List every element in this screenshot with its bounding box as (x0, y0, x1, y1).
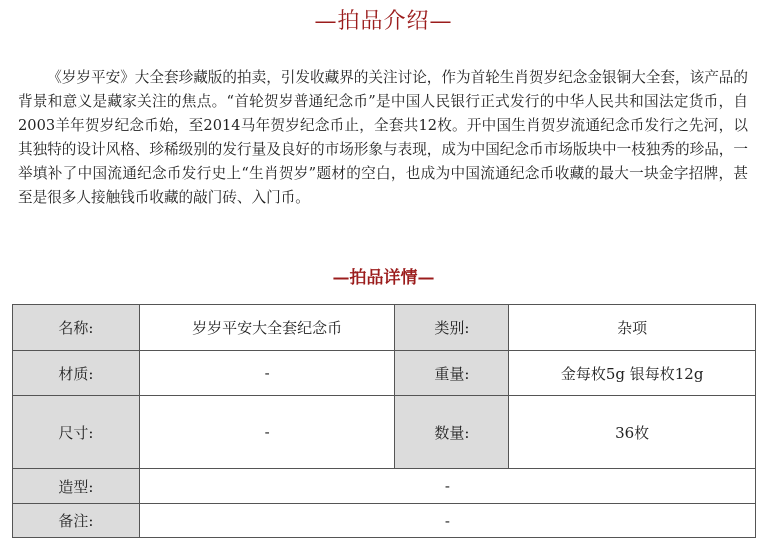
table-row (13, 469, 756, 504)
weight-label: 重量: (395, 351, 509, 396)
shape-label: 造型: (13, 469, 140, 504)
name-value: 岁岁平安大全套纪念币 (139, 305, 395, 351)
table-row (13, 305, 756, 351)
category-label: 类别: (395, 305, 509, 351)
category-value: 杂项 (509, 305, 756, 351)
section-title-intro: —拍品介绍— (314, 9, 453, 34)
table-row (13, 396, 756, 469)
table-row (13, 351, 756, 396)
material-label: 材质: (13, 351, 140, 396)
section-title-details: —拍品详情— (332, 268, 435, 288)
remarks-value: - (139, 504, 755, 538)
table-row (13, 504, 756, 538)
quantity-label: 数量: (395, 396, 509, 469)
material-value: - (139, 351, 395, 396)
size-label: 尺寸: (13, 396, 140, 469)
quantity-value: 36枚 (509, 396, 756, 469)
weight-value: 金每枚5g 银每枚12g (509, 351, 756, 396)
remarks-label: 备注: (13, 504, 140, 538)
details-table (12, 304, 756, 538)
intro-paragraph: 《岁岁平安》大全套珍藏版的拍卖，引发收藏界的关注讨论，作为首轮生肖贺岁纪念金银铜大全套，该产品的背景和意义是藏家关注的焦点。“首轮贺岁普通纪念币”是中国人民银行正式发行的中华人民共和国法定货币，自2003羊年贺岁纪念币始，至2014马年贺岁纪念币止，全套共12枚。开中国生肖贺岁流通纪念币发行之先河，以其独特的设计风格、珍稀级别的发行量及良好的市场形象与表现，成为中国纪念币市场版块中一枝独秀的珍品，一举填补了中国流通纪念币发行史上“生肖贺岁”题材的空白，也成为中国流通纪念币收藏的最大一块金字招牌，甚至是很多人接触钱币收藏的敲门砖、入门币。 (18, 69, 748, 206)
size-value: - (139, 396, 395, 469)
shape-value: - (139, 469, 755, 504)
name-label: 名称: (13, 305, 140, 351)
